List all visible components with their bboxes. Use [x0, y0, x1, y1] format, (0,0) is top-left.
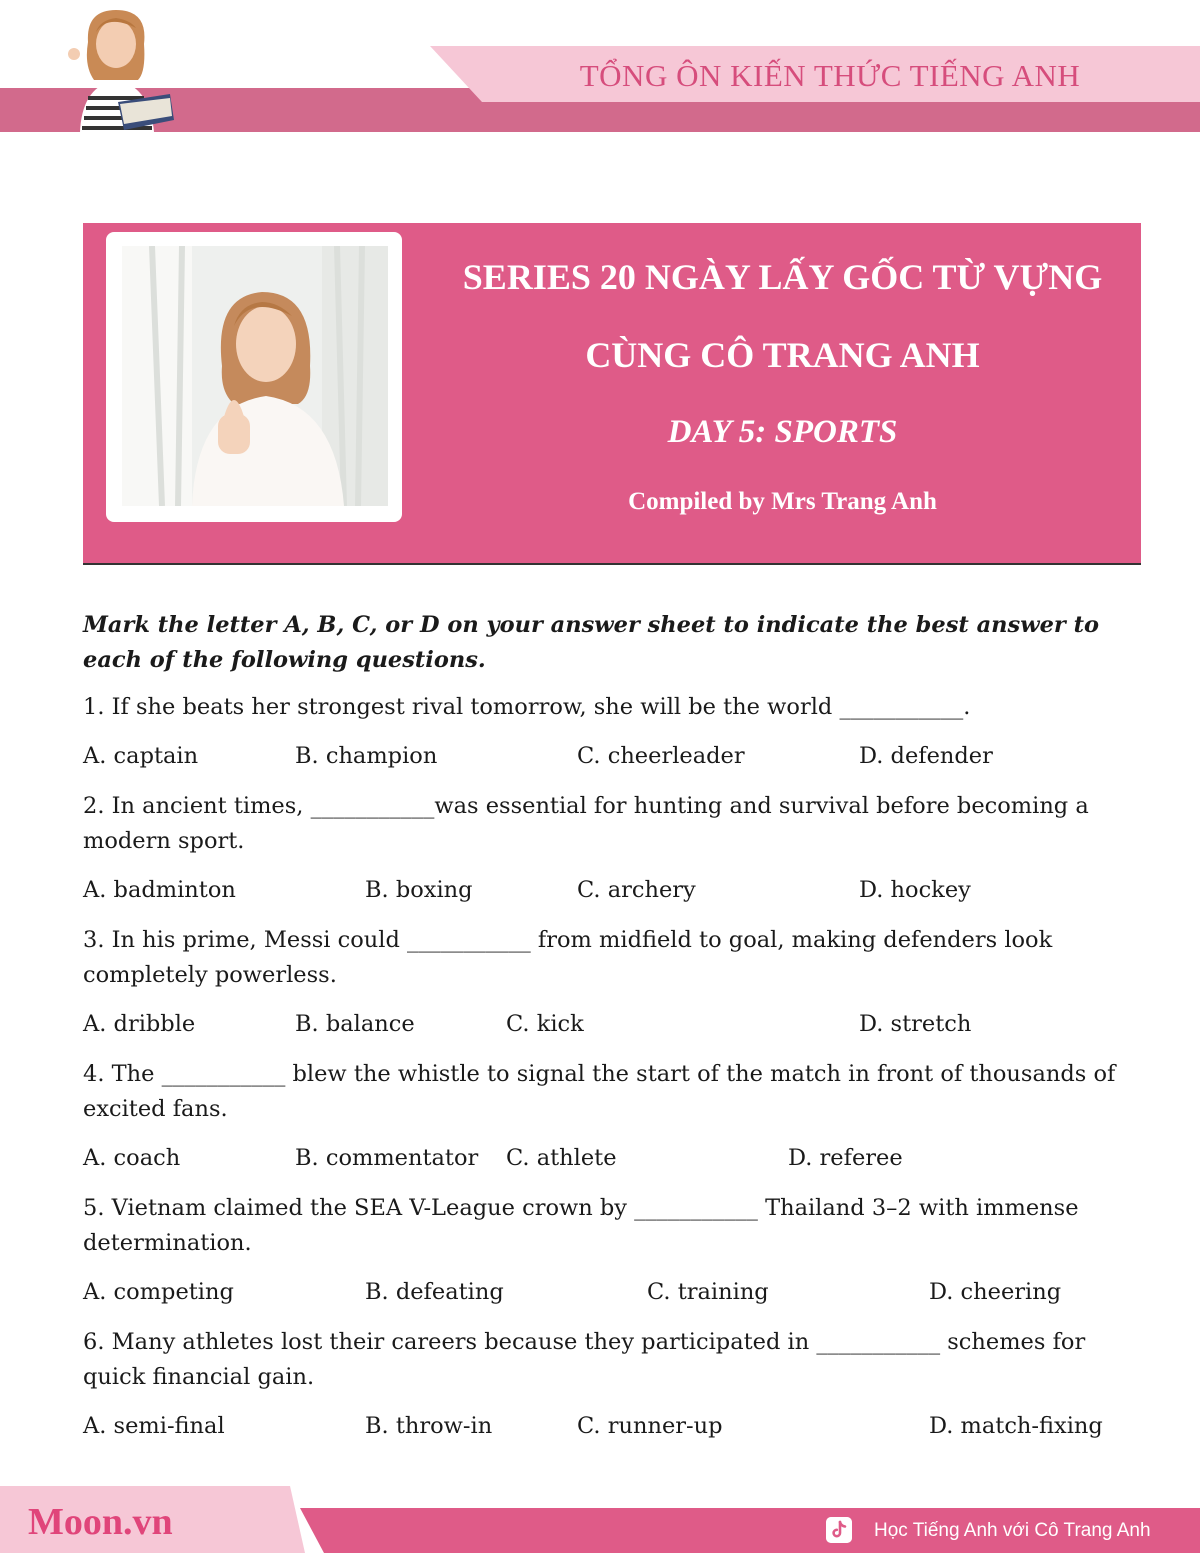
- option-d: D. stretch: [859, 1011, 972, 1037]
- option-b: B. defeating: [365, 1279, 504, 1305]
- teacher-photo: [122, 246, 388, 506]
- option-c: C. training: [647, 1279, 769, 1305]
- teacher-avatar: [58, 2, 180, 132]
- options-4: [83, 1141, 1123, 1176]
- option-b: B. throw-in: [365, 1413, 493, 1439]
- option-a: A. dribble: [83, 1011, 196, 1037]
- exercise-content: [83, 608, 1123, 1459]
- question-6: 6. Many athletes lost their careers because they participated in ___________ schemes for quick financial gain.: [83, 1329, 1086, 1390]
- brand-logo[interactable]: Moon.vn: [28, 1501, 173, 1543]
- instruction-text: Mark the letter A, B, C, or D on your answer sheet to indicate the best answer to each of the following questions.: [83, 612, 1099, 673]
- series-subtitle: CÙNG CÔ TRANG ANH: [585, 335, 980, 375]
- option-d: D. hockey: [859, 877, 971, 903]
- question-4: 4. The ___________ blew the whistle to signal the start of the match in front of thousands of excited fans.: [83, 1061, 1116, 1122]
- option-d: D. cheering: [929, 1279, 1062, 1305]
- options-5: [83, 1275, 1123, 1310]
- option-c: C. kick: [506, 1011, 584, 1037]
- option-a: A. semi-final: [83, 1413, 225, 1439]
- option-c: C. cheerleader: [577, 743, 745, 769]
- option-c: C. runner-up: [577, 1413, 723, 1439]
- option-c: C. athlete: [506, 1145, 617, 1171]
- options-3: [83, 1007, 1123, 1042]
- options-2: [83, 873, 1123, 908]
- option-d: D. defender: [859, 743, 993, 769]
- option-b: B. commentator: [295, 1145, 479, 1171]
- question-2: 2. In ancient times, ___________was essential for hunting and survival before becoming a modern sport.: [83, 793, 1089, 854]
- options-1: [83, 739, 1123, 774]
- tiktok-icon[interactable]: [826, 1517, 852, 1543]
- option-c: C. archery: [577, 877, 696, 903]
- compiled-by: Compiled by Mrs Trang Anh: [628, 488, 937, 515]
- day-topic: DAY 5: SPORTS: [667, 414, 898, 450]
- option-a: A. captain: [83, 743, 199, 769]
- option-b: B. balance: [295, 1011, 415, 1037]
- option-a: A. badminton: [83, 877, 236, 903]
- option-d: D. referee: [788, 1145, 903, 1171]
- option-b: B. champion: [295, 743, 438, 769]
- banner-divider: [83, 563, 1141, 565]
- question-1: 1. If she beats her strongest rival tomorrow, she will be the world ___________.: [83, 694, 971, 720]
- options-6: [83, 1409, 1123, 1444]
- option-a: A. competing: [83, 1279, 234, 1305]
- question-3: 3. In his prime, Messi could ___________ from midfield to goal, making defenders look completely powerless.: [83, 927, 1053, 988]
- series-title: SERIES 20 NGÀY LẤY GỐC TỪ VỰNG: [462, 257, 1103, 297]
- option-a: A. coach: [83, 1145, 181, 1171]
- option-d: D. match-fixing: [929, 1413, 1103, 1439]
- option-b: B. boxing: [365, 877, 473, 903]
- channel-name[interactable]: Học Tiếng Anh với Cô Trang Anh: [874, 1520, 1151, 1541]
- question-5: 5. Vietnam claimed the SEA V-League crown by ___________ Thailand 3–2 with immense determination.: [83, 1195, 1079, 1256]
- header-title: TỔNG ÔN KIẾN THỨC TIẾNG ANH: [579, 58, 1081, 93]
